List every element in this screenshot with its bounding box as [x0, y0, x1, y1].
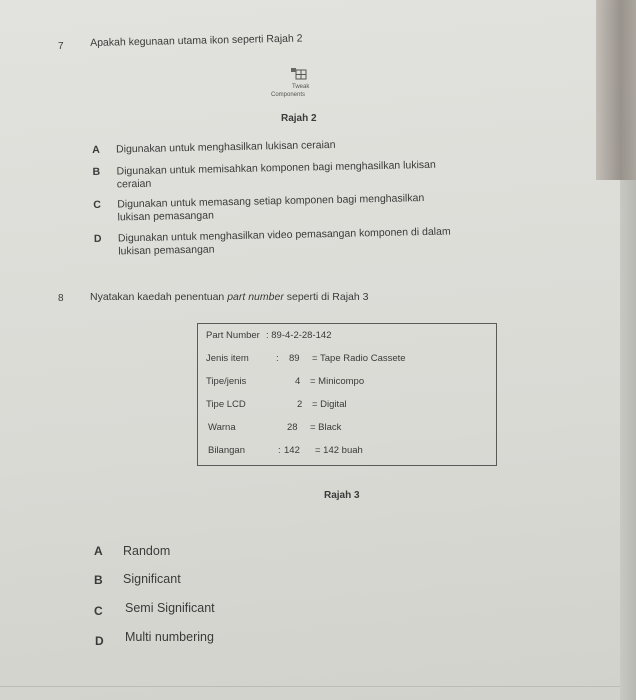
option-b-letter: B	[94, 573, 103, 587]
table-row-desc: = Tape Radio Cassete	[312, 353, 406, 364]
option-d-text-line-2: lukisan pemasangan	[118, 243, 215, 258]
option-b-text-line-2: ceraian	[116, 177, 152, 191]
option-b-letter: B	[92, 165, 101, 178]
option-d-letter: D	[95, 634, 104, 648]
table-row-code: 4	[295, 376, 301, 387]
icon-label-top: Tweak	[292, 84, 310, 90]
table-header-label: Part Number	[206, 330, 260, 341]
table-row-code: 28	[287, 422, 298, 433]
option-b-text: Significant	[123, 572, 181, 586]
table-row-desc: = Black	[310, 422, 342, 433]
question-8-text: Nyatakan kaedah penentuan part number seperti di Rajah 3	[90, 291, 369, 303]
option-a-text: Random	[123, 544, 171, 558]
table-row-code: 89	[289, 353, 300, 364]
option-d-text: Multi numbering	[125, 630, 214, 644]
option-d-text-line-1: Digunakan untuk menghasilkan video pemasangan komponen di dalam	[117, 225, 451, 245]
table-row-label: Jenis item	[206, 353, 249, 364]
table-row-desc: = Digital	[312, 399, 347, 410]
question-7-number: 7	[58, 41, 64, 52]
question-8-number: 8	[58, 293, 64, 304]
figure-label-rajah-2: Rajah 2	[281, 113, 317, 124]
table-row-colon: :	[278, 445, 281, 456]
background-edge	[620, 180, 636, 700]
table-row-code: 142	[284, 445, 300, 456]
icon-label-bottom: Components	[271, 92, 306, 98]
table-row-label: Bilangan	[208, 445, 245, 456]
tweak-components-icon	[291, 67, 307, 79]
table-row-label: Tipe LCD	[206, 399, 246, 410]
page-bottom-edge	[0, 686, 620, 687]
table-row-desc: = Minicompo	[310, 376, 365, 387]
option-a-letter: A	[92, 143, 100, 156]
option-a-letter: A	[94, 544, 103, 558]
option-d-letter: D	[93, 232, 102, 245]
option-c-text: Semi Significant	[125, 601, 215, 615]
table-row-label: Warna	[208, 422, 236, 433]
table-row-code: 2	[297, 399, 303, 410]
option-c-letter: C	[93, 198, 101, 211]
table-row-colon: :	[276, 353, 279, 364]
option-c-text-line-1: Digunakan untuk memasang setiap komponen bagi menghasilkan	[117, 192, 425, 211]
part-number-table	[197, 323, 497, 466]
option-a-text: Digunakan untuk menghasilkan lukisan ceraian	[115, 138, 336, 156]
option-c-text-line-2: lukisan pemasangan	[117, 209, 214, 224]
option-b-text-line-1: Digunakan untuk memisahkan komponen bagi menghasilkan lukisan	[116, 158, 436, 178]
table-row-desc: = 142 buah	[315, 445, 363, 456]
background-object	[596, 0, 636, 180]
option-c-letter: C	[94, 604, 103, 618]
figure-label-rajah-3: Rajah 3	[324, 490, 360, 501]
table-header-value: : 89-4-2-28-142	[266, 330, 332, 341]
table-row-label: Tipe/jenis	[206, 376, 247, 387]
question-7-text: Apakah kegunaan utama ikon seperti Rajah 2	[90, 32, 303, 49]
